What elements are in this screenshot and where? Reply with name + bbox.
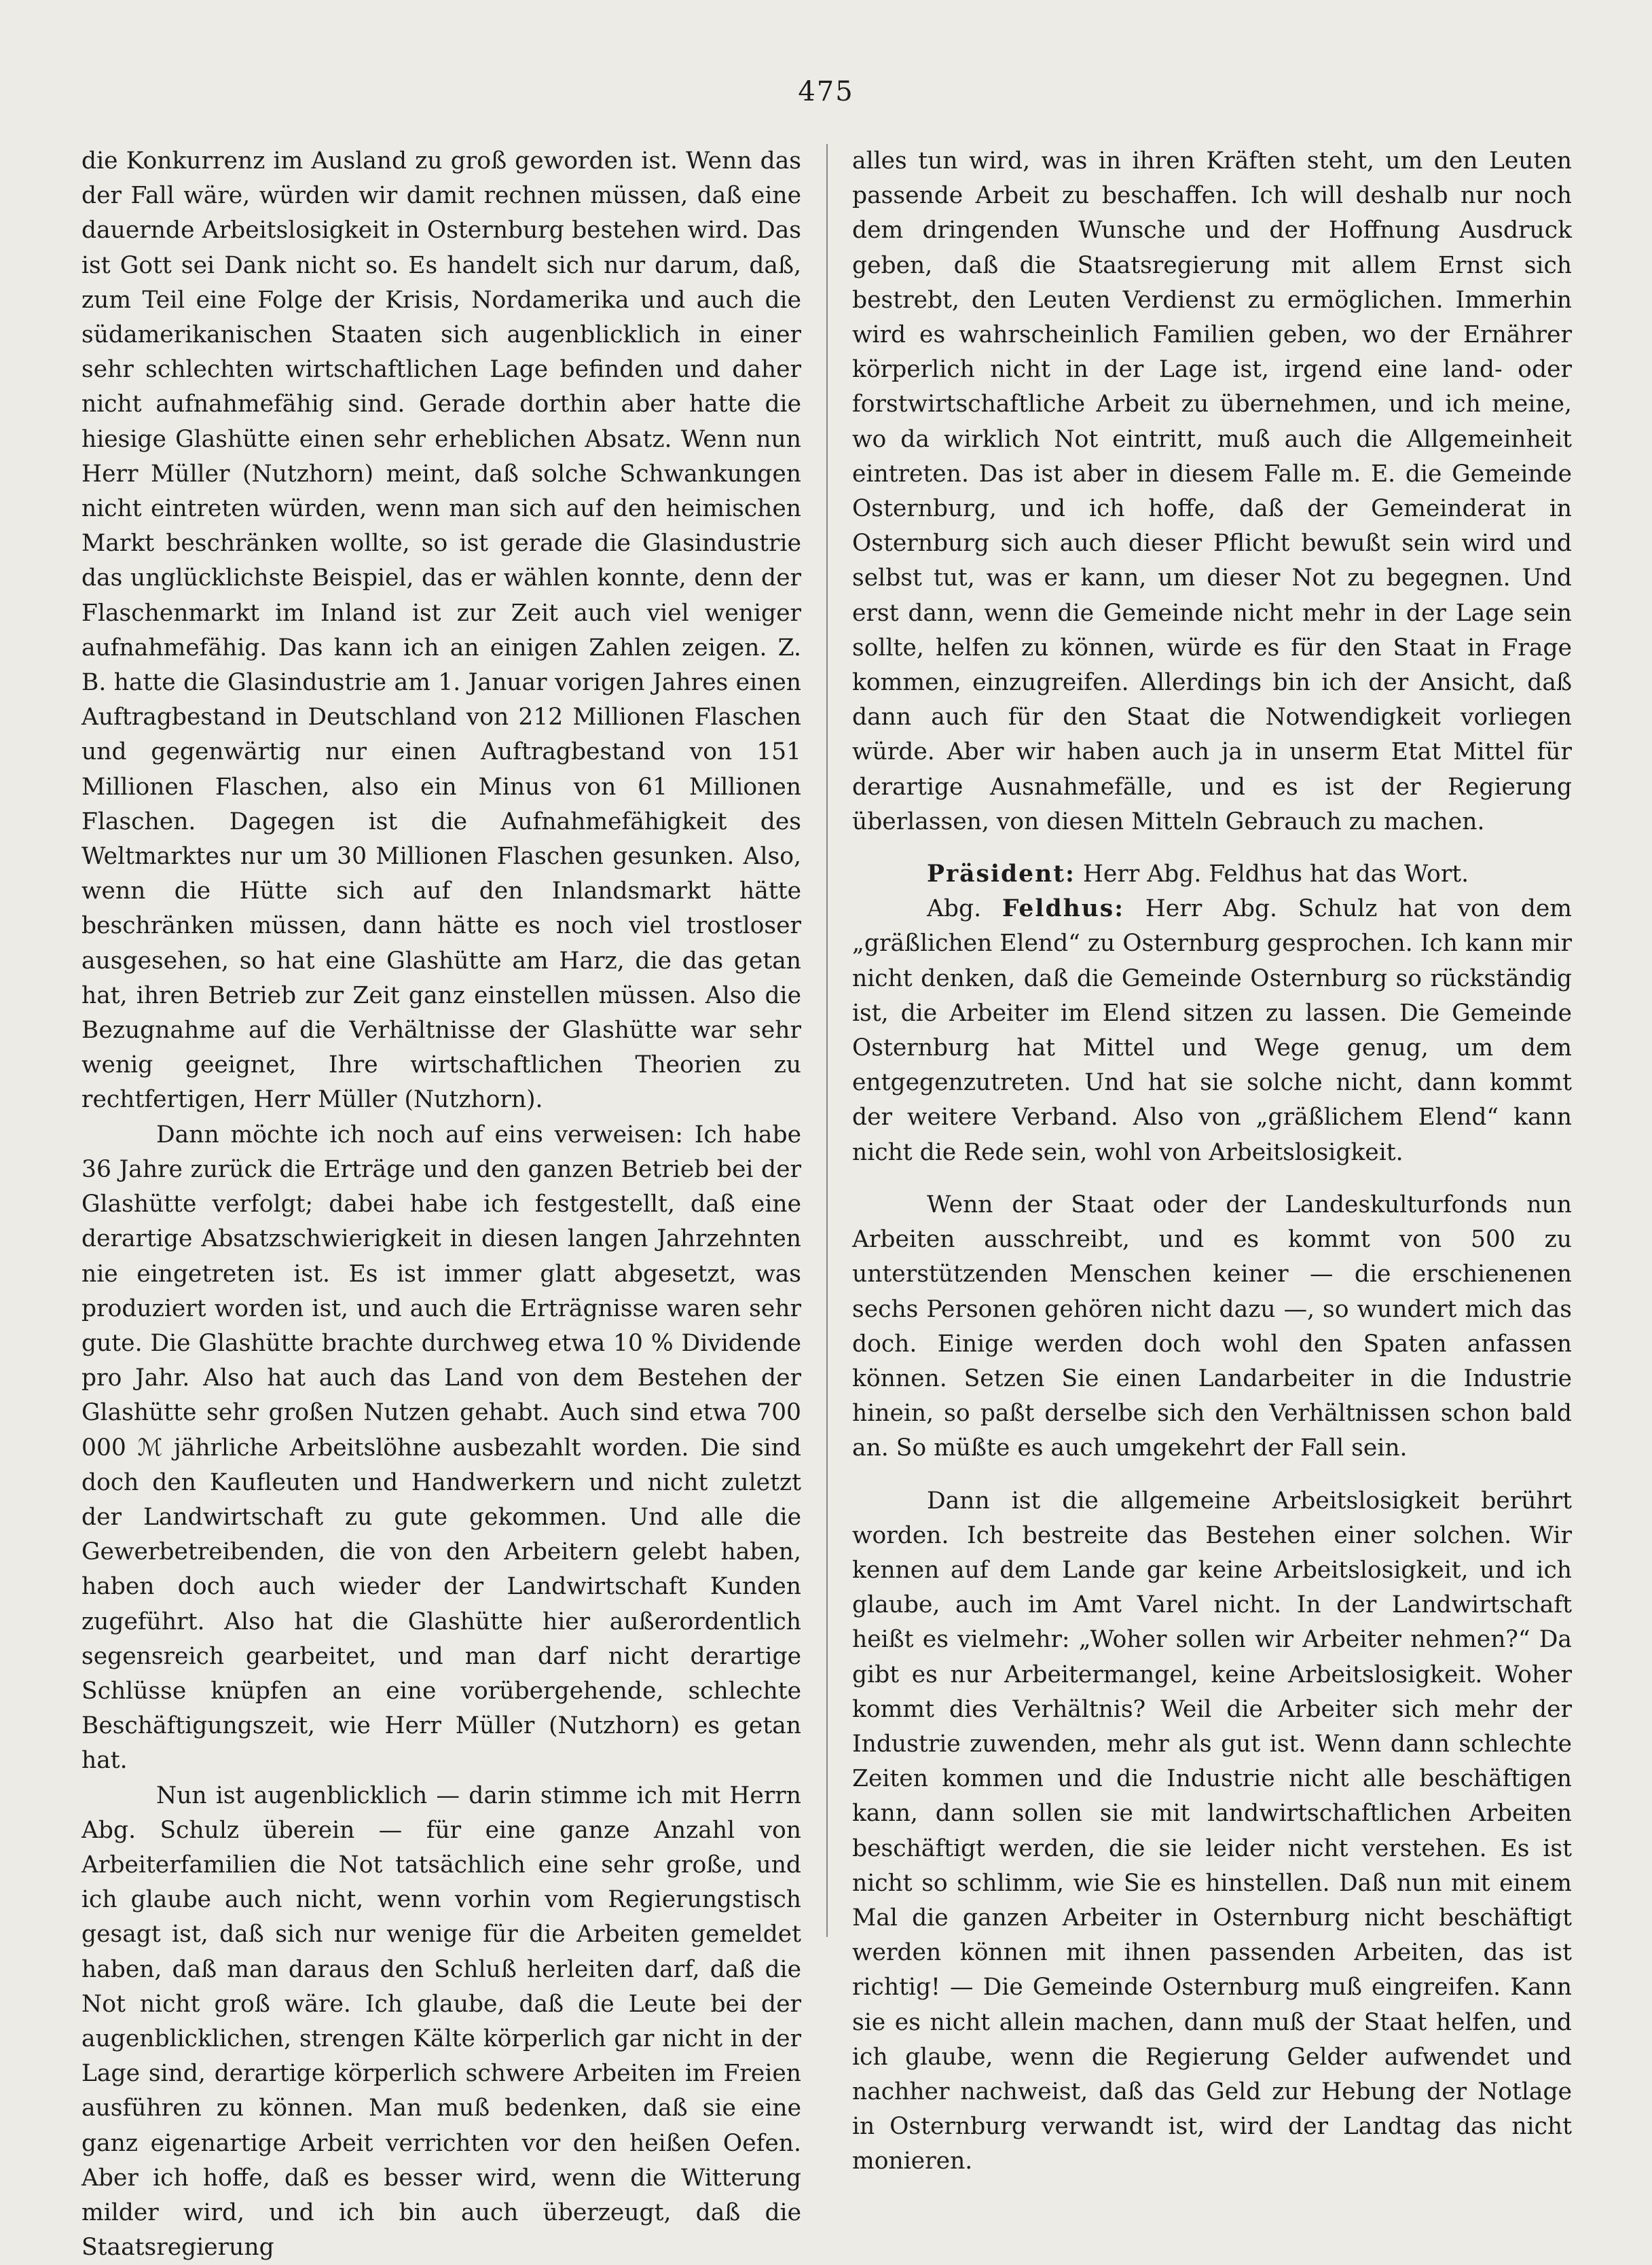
feldhus-prefix: Abg. [927, 895, 982, 923]
president-statement [852, 857, 1572, 892]
right-column [852, 144, 1572, 2179]
president-text: Herr Abg. Feldhus hat das Wort. [1082, 860, 1469, 888]
speaker-president: Präsident: [927, 860, 1076, 888]
feldhus-text: Herr Abg. Schulz hat von dem „gräßlichen Elend“ zu Osternburg gesprochen. Ich kann mir nicht denken, daß die Gemeinde Osternburg so rückständig ist, die Arbeiter im Elend sitzen zu lassen. Die Gemeinde Osternburg hat Mittel und Wege genug, um dem entgegenzutreten. Und hat sie solche nicht, dann kommt der weitere Verband. Also von „gräßlichem Elend“ kann nicht die Rede sein, wohl von Arbeitslosigkeit. [852, 895, 1573, 1166]
right-paragraph-2: Wenn der Staat oder der Landeskulturfonds nun Arbeiten ausschreibt, und es kommt von 500 zu unterstützenden Menschen keiner — die erschienenen sechs Personen gehören nicht dazu —, so wundert mich das doch. Einige werden doch wohl den Spaten anfassen können. Setzen Sie einen Landarbeiter in die Industrie hinein, so paßt derselbe sich den Verhältnissen schon bald an. So müßte es auch umgekehrt der Fall sein. [852, 1191, 1572, 1462]
right-continuation: alles tun wird, was in ihren Kräften steht, um den Leuten passende Arbeit zu beschaffen. Ich will deshalb nur noch dem dringenden Wunsche und der Hoffnung Ausdruck geben, daß die Staatsregierung mit allem Ernst sich bestrebt, den Leuten Verdienst zu ermöglichen. Immerhin wird es wahrscheinlich Familien geben, wo der Ernährer körperlich nicht in der Lage ist, irgend eine land- oder forstwirtschaftliche Arbeit zu übernehmen, und ich meine, wo da wirklich Not eintritt, muß auch die Allgemeinheit eintreten. Das ist aber in diesem Falle m. E. die Gemeinde Osternburg, und ich hoffe, daß der Gemeinderat in Osternburg sich auch dieser Pflicht bewußt sein wird und selbst tut, was er kann, um dieser Not zu begegnen. Und erst dann, wenn die Gemeinde nicht mehr in der Lage sein sollte, helfen zu können, würde es für den Staat in Frage kommen, einzugreifen. Allerdings bin ich der Ansicht, daß dann auch für den Staat die Notwendigkeit vorliegen würde. Aber wir haben auch ja in unserm Etat Mittel für derartige Ausnahmefälle, und es ist der Regierung überlassen, von diesen Mitteln Gebrauch zu machen. [852, 147, 1572, 835]
right-paragraph-3: Dann ist die allgemeine Arbeitslosigkeit berührt worden. Ich bestreite das Bestehen einer solchen. Wir kennen auf dem Lande gar keine Arbeitslosigkeit, und ich glaube, auch im Amt Varel nicht. In der Landwirtschaft heißt es vielmehr: „Woher sollen wir Arbeiter nehmen?“ Da gibt es nur Arbeitermangel, keine Arbeitslosigkeit. Woher kommt dies Verhältnis? Weil die Arbeiter sich mehr der Industrie zuwenden, mehr als gut ist. Wenn dann schlechte Zeiten kommen und die Industrie nicht alle beschäftigen kann, dann sollen sie mit landwirtschaftlichen Arbeiten beschäftigt werden, die sie leider nicht verstehen. Es ist nicht so schlimm, wie Sie es hinstellen. Daß nun mit einem Mal die ganzen Arbeiter in Osternburg nicht beschäftigt werden können mit ihnen passenden Arbeiten, das ist richtig! — Die Gemeinde Osternburg muß eingreifen. Kann sie es nicht allein machen, dann muß der Staat helfen, und ich glaube, wenn die Regierung Gelder aufwendet und nachher nachweist, daß das Geld zur Hebung der Notlage in Osternburg verwandt ist, wird der Landtag das nicht monieren. [852, 1487, 1572, 2175]
page-number: 475 [798, 76, 854, 107]
left-paragraph-2: Dann möchte ich noch auf eins verweisen: Ich habe 36 Jahre zurück die Erträge und den ganzen Betrieb bei der Glashütte verfolgt; dabei habe ich festgestellt, daß eine derartige Absatzschwierigkeit in diesen langen Jahrzehnten nie eingetreten ist. Es ist immer glatt abgesetzt, was produziert worden ist, und auch die Erträgnisse waren sehr gute. Die Glashütte brachte durchweg etwa 10 % Dividende pro Jahr. Also hat auch das Land von dem Bestehen der Glashütte sehr großen Nutzen gehabt. Auch sind etwa 700 000 ℳ jährliche Arbeitslöhne ausbezahlt worden. Die sind doch den Kaufleuten und Handwerkern und nicht zuletzt der Landwirtschaft zu gute gekommen. Und alle die Gewerbetreibenden, die von den Arbeitern gelebt haben, haben doch auch wieder der Landwirtschaft Kunden zugeführt. Also hat die Glashütte hier außerordentlich segensreich gearbeitet, und man darf nicht derartige Schlüsse knüpfen an eine vorübergehende, schlechte Beschäftigungszeit, wie Herr Müller (Nutzhorn) es getan hat. [81, 1121, 801, 1775]
speaker-feldhus: Feldhus: [1002, 895, 1124, 923]
feldhus-statement [852, 892, 1572, 1170]
column-divider [826, 144, 828, 1937]
left-paragraph-3: Nun ist augenblicklich — darin stimme ich mit Herrn Abg. Schulz überein — für eine ganze Anzahl von Arbeiterfamilien die Not tatsächlich eine sehr große, und ich glaube auch nicht, wenn vorhin vom Regierungstisch gesagt ist, daß sich nur wenige für die Arbeiten gemeldet haben, daß man daraus den Schluß herleiten darf, daß die Not nicht groß wäre. Ich glaube, daß die Leute bei der augenblicklichen, strengen Kälte körperlich gar nicht in der Lage sind, derartige körperlich schwere Arbeiten im Freien ausführen zu können. Man muß bedenken, daß sie eine ganz eigenartige Arbeit verrichten vor den heißen Oefen. Aber ich hoffe, daß es besser wird, wenn die Witterung milder wird, und ich bin auch überzeugt, daß die Staatsregierung [81, 1781, 801, 2262]
left-paragraph-1: die Konkurrenz im Ausland zu groß geworden ist. Wenn das der Fall wäre, würden wir damit rechnen müssen, daß eine dauernde Arbeitslosigkeit in Osternburg bestehen wird. Das ist Gott sei Dank nicht so. Es handelt sich nur darum, daß, zum Teil eine Folge der Krisis, Nordamerika und auch die südamerikanischen Staaten sich augenblicklich in einer sehr schlechten wirtschaftlichen Lage befinden und daher nicht aufnahmefähig sind. Gerade dorthin aber hatte die hiesige Glashütte einen sehr erheblichen Absatz. Wenn nun Herr Müller (Nutzhorn) meint, daß solche Schwankungen nicht eintreten würden, wenn man sich auf den heimischen Markt beschränken wollte, so ist gerade die Glasindustrie das unglücklichste Beispiel, das er wählen konnte, denn der Flaschenmarkt im Inland ist zur Zeit auch viel weniger aufnahmefähig. Das kann ich an einigen Zahlen zeigen. Z. B. hatte die Glasindustrie am 1. Januar vorigen Jahres einen Auftragbestand in Deutschland von 212 Millionen Flaschen und gegenwärtig nur einen Auftragbestand von 151 Millionen Flaschen, also ein Minus von 61 Millionen Flaschen. Dagegen ist die Aufnahmefähigkeit des Weltmarktes nur um 30 Millionen Flaschen gesunken. Also, wenn die Hütte sich auf den Inlandsmarkt hätte beschränken müssen, dann hätte es noch viel trostloser ausgesehen, so hat eine Glashütte am Harz, die das getan hat, ihren Betrieb zur Zeit ganz einstellen müssen. Also die Bezugnahme auf die Verhältnisse der Glashütte war sehr wenig geeignet, Ihre wirtschaftlichen Theorien zu rechtfertigen, Herr Müller (Nutzhorn). [81, 147, 801, 1114]
left-column [81, 144, 801, 2265]
